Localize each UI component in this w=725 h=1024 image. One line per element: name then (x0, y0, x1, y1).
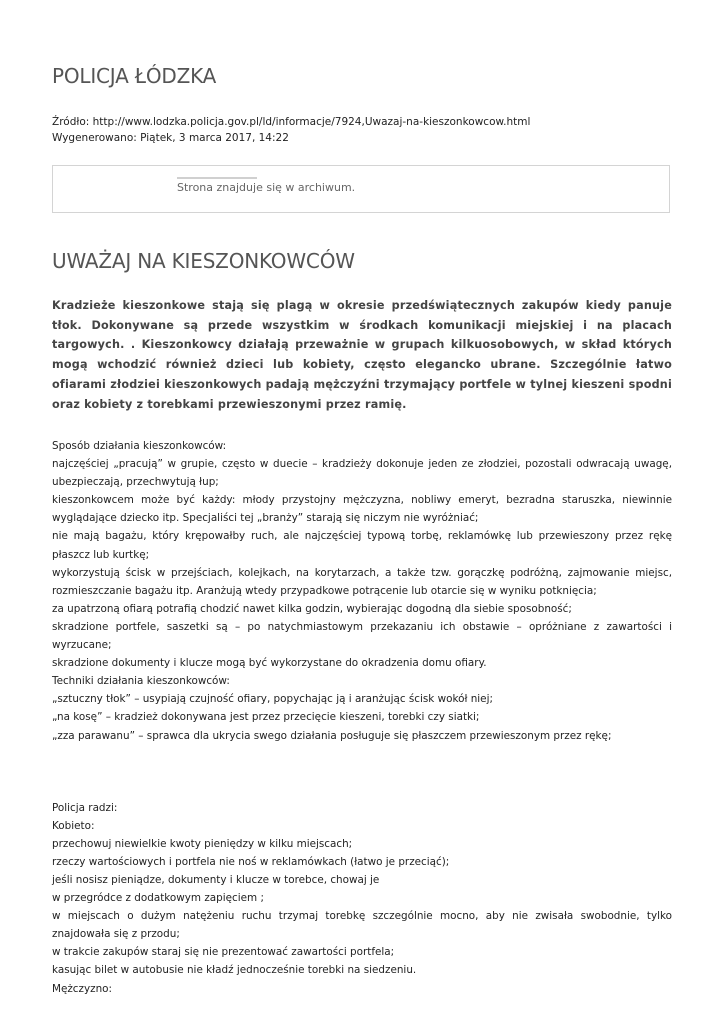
body-paragraph: „na kosę” – kradzież dokonywana jest przez przecięcie kieszeni, torebki czy siatki; (52, 711, 480, 724)
advice-paragraph: przechowuj niewielkie kwoty pieniędzy w kilku miejscach; (52, 837, 353, 850)
body-paragraph: Techniki działania kieszonkowców: (52, 675, 230, 688)
article-lead: Kradzieże kieszonkowe stają się plagą w okresie przedświątecznych zakupów kiedy panuje tłok. Dokonywane są przede wszystkim w środkach komunikacji miejskiej i na placach targowych. . Kieszonkowcy działają przeważnie w grupach kilkuosobowych, w skład których mogą wchodzić również dzieci lub kobiety, często elegancko ubrane. Szczególnie łatwo ofiarami złodziei kieszonkowych padają mężczyźni trzymający portfele w tylnej kieszeni spodni oraz kobiety z torebkami przewieszonymi przez ramię. (52, 299, 672, 411)
advice-paragraph: w przegródce z dodatkowym zapięciem ; (52, 892, 264, 905)
archive-notice-box (52, 165, 670, 213)
advice-paragraph: w miejscach o dużym natężeniu ruchu trzymaj torebkę szczególnie mocno, aby nie zwisała swobodnie, tylko znajdowała się z przodu; (52, 910, 672, 941)
body-paragraph: „zza parawanu” – sprawca dla ukrycia swego działania posługuje się płaszczem przewieszonym przez rękę; (52, 729, 612, 742)
advice-paragraph: w trakcie zakupów staraj się nie prezentować zawartości portfela; (52, 946, 395, 959)
site-title: POLICJA ŁÓDZKA (52, 64, 217, 88)
body-paragraph: najczęściej „pracują” w grupie, często w duecie – kradzieży dokonuje jeden ze złodziei, pozostali odwracają uwagę, ubezpieczają, przechwytują łup; (52, 458, 672, 489)
body-paragraph: Sposób działania kieszonkowców: (52, 440, 227, 452)
body-paragraph: nie mają bagażu, który krępowałby ruch, ale najczęściej typową torbę, reklamówkę lub przewieszony przez rękę płaszcz lub kurtkę; (52, 530, 672, 561)
body-paragraph: skradzione portfele, saszetki są – po natychmiastowym przekazaniu ich obstawie – opróżniane z zawartości i wyrzucane; (52, 620, 672, 652)
advice-paragraph: jeśli nosisz pieniądze, dokumenty i klucze w torebce, chowaj je (52, 873, 380, 886)
article-body (52, 437, 672, 998)
spacer (52, 745, 672, 799)
advice-paragraph: Policja radzi: (52, 801, 118, 814)
document-meta (52, 114, 682, 146)
generated-date: Wygenerowano: Piątek, 3 marca 2017, 14:22 (52, 132, 289, 144)
advice-paragraph: rzeczy wartościowych i portfela nie noś w reklamówkach (łatwo je przeciąć); (52, 855, 450, 868)
body-paragraph: „sztuczny tłok” – usypiają czujność ofiary, popychając ją i aranżując ścisk wokół niej; (52, 693, 493, 706)
body-paragraph: wykorzystują ścisk w przejściach, kolejkach, na korytarzach, a także tzw. gorączkę podróżną, zajmowanie miejsc, rozmieszczanie bagażu itp. Aranżują wtedy przypadkowe potrącenie lub otarcie się w wyniku potknięcia; (52, 566, 672, 597)
body-paragraph: za upatrzoną ofiarą potrafią chodzić nawet kilka godzin, wybierając dogodną dla siebie sposobność; (52, 602, 572, 615)
advice-paragraph: kasując bilet w autobusie nie kładź jednocześnie torebki na siedzeniu. (52, 964, 417, 977)
archive-notice-text: Strona znajduje się w archiwum. (177, 181, 356, 194)
body-paragraph: skradzione dokumenty i klucze mogą być wykorzystane do okradzenia domu ofiary. (52, 657, 487, 670)
source-url[interactable]: Źródło: http://www.lodzka.policja.gov.pl/ld/informacje/7924,Uwazaj-na-kieszonkowcow.html (52, 116, 531, 128)
advice-paragraph: Mężczyzno: (52, 982, 113, 995)
body-paragraph: kieszonkowcem może być każdy: młody przystojny mężczyzna, nobliwy emeryt, bezradna staruszka, niewinnie wyglądające dziecko itp. Specjaliści tej „branży” starają się niczym nie wyróżniać; (52, 494, 672, 525)
archive-notice-bar (177, 177, 257, 179)
article-title: UWAŻAJ NA KIESZONKOWCÓW (52, 249, 355, 273)
advice-paragraph: Kobieto: (52, 819, 95, 832)
